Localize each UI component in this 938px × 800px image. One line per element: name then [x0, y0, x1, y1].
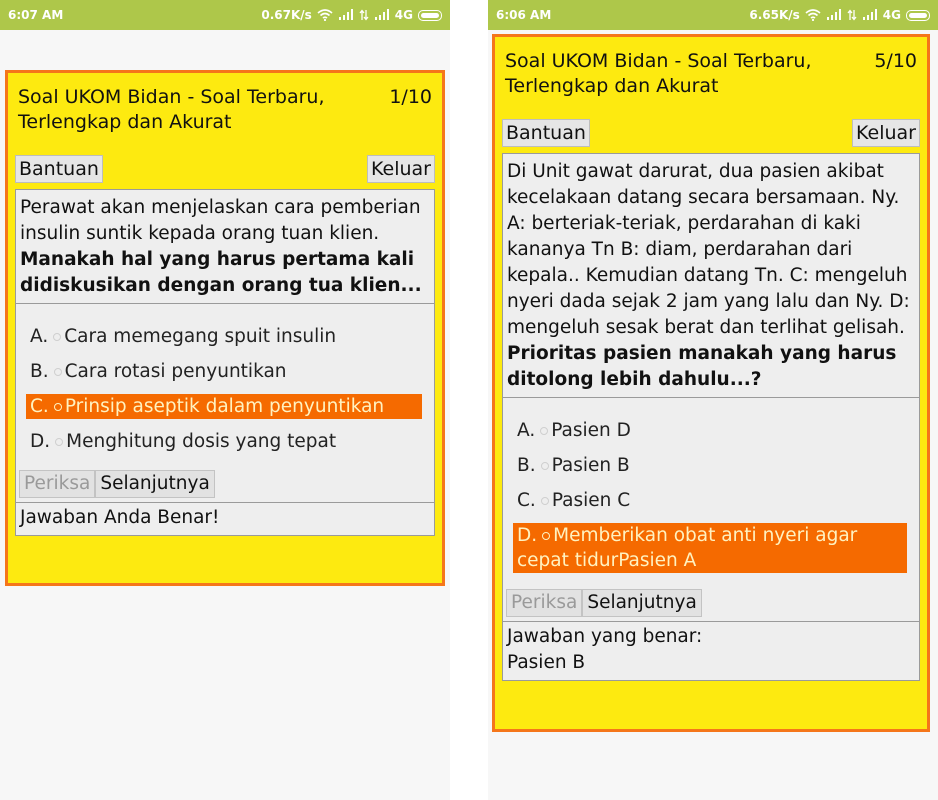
- signal-icon-2: [374, 9, 390, 21]
- option-d[interactable]: [26, 429, 422, 454]
- status-right: [261, 8, 442, 22]
- option-text: Prinsip aseptik dalam penyuntikan: [64, 396, 385, 417]
- help-button[interactable]: Bantuan: [15, 155, 103, 183]
- option-letter: D.: [30, 431, 51, 452]
- question-counter: 5/10: [874, 50, 917, 72]
- app-title: Soal UKOM Bidan - Soal Terbaru, Terlengkap dan Akurat: [18, 86, 325, 133]
- question-panel: [15, 189, 435, 536]
- network-speed: 0.67K/s: [261, 8, 312, 22]
- app-title: Soal UKOM Bidan - Soal Terbaru, Terlengkap dan Akurat: [505, 50, 812, 97]
- status-time: 6:07 AM: [8, 8, 64, 22]
- correct-answer-text: Pasien B: [507, 652, 586, 673]
- quiz-card: [492, 34, 930, 732]
- option-a[interactable]: [26, 324, 422, 349]
- radio-icon: [55, 438, 63, 446]
- radio-icon: [54, 368, 62, 376]
- question-prompt: Prioritas pasien manakah yang harus ditolong lebih dahulu...?: [507, 343, 897, 390]
- wifi-icon: [805, 9, 821, 21]
- help-button[interactable]: Bantuan: [502, 119, 590, 147]
- data-transfer-icon: [847, 9, 857, 21]
- question-counter: 1/10: [389, 86, 432, 108]
- option-letter: D.: [517, 525, 538, 546]
- result-text: Jawaban yang benar:: [507, 626, 703, 647]
- wifi-icon: [317, 9, 333, 21]
- option-text: Pasien B: [551, 455, 630, 476]
- option-letter: C.: [30, 396, 49, 417]
- question-prompt: Manakah hal yang harus pertama kali didiskusikan dengan orang tua klien...: [20, 249, 422, 296]
- option-letter: A.: [30, 326, 49, 347]
- exit-button[interactable]: Keluar: [367, 155, 435, 183]
- action-row: [16, 470, 434, 502]
- option-letter: B.: [30, 361, 49, 382]
- radio-icon: [540, 427, 548, 435]
- network-type: 4G: [394, 8, 413, 22]
- quiz-card: [5, 70, 445, 586]
- option-d[interactable]: [513, 523, 907, 573]
- radio-icon: [54, 403, 62, 411]
- quiz-header: [8, 73, 442, 135]
- result-box: [16, 502, 434, 535]
- option-letter: C.: [517, 490, 536, 511]
- option-text: Cara memegang spuit insulin: [64, 326, 337, 347]
- question-block: [503, 154, 919, 398]
- option-a[interactable]: [513, 418, 907, 443]
- action-row: [503, 589, 919, 621]
- option-letter: B.: [517, 455, 536, 476]
- battery-icon: [906, 10, 930, 21]
- result-text: Jawaban Anda Benar!: [20, 507, 220, 528]
- radio-icon: [542, 532, 550, 540]
- network-type: 4G: [882, 8, 901, 22]
- option-b[interactable]: [26, 359, 422, 384]
- question-text: Di Unit gawat darurat, dua pasien akibat kecelakaan datang secara bersamaan. Ny. A: berteriak-teriak, perdarahan di kaki kananya Tn B: diam, perdarahan dari kepala.. Kemudian datang Tn. C: mengeluh nyeri dada sejak 2 jam yang lalu dan Ny. D: mengeluh sesak berat dan terlihat gelisah.: [507, 161, 910, 338]
- data-transfer-icon: [359, 9, 369, 21]
- next-button[interactable]: Selanjutnya: [582, 589, 701, 617]
- options-list: [16, 304, 434, 470]
- radio-icon: [541, 497, 549, 505]
- exit-button[interactable]: Keluar: [852, 119, 920, 147]
- network-speed: 6.65K/s: [749, 8, 800, 22]
- status-right: [749, 8, 930, 22]
- options-list: [503, 398, 919, 589]
- check-button[interactable]: Periksa: [19, 470, 95, 498]
- option-c[interactable]: [513, 488, 907, 513]
- next-button[interactable]: Selanjutnya: [95, 470, 214, 498]
- option-text: Pasien D: [551, 420, 631, 441]
- result-box: [503, 621, 919, 680]
- option-c[interactable]: [26, 394, 422, 419]
- status-bar: [0, 0, 450, 30]
- signal-icon: [338, 9, 354, 21]
- button-row: [495, 119, 927, 147]
- question-block: [16, 190, 434, 304]
- signal-icon: [826, 9, 842, 21]
- question-text: Perawat akan menjelaskan cara pemberian insulin suntik kepada orang tuan klien.: [20, 197, 421, 244]
- status-bar: [488, 0, 938, 30]
- button-row: [8, 155, 442, 183]
- radio-icon: [53, 333, 61, 341]
- option-b[interactable]: [513, 453, 907, 478]
- phone-screen-left: [0, 0, 450, 800]
- signal-icon-2: [862, 9, 878, 21]
- radio-icon: [541, 462, 549, 470]
- check-button[interactable]: Periksa: [506, 589, 582, 617]
- quiz-header: [495, 37, 927, 99]
- option-text: Pasien C: [551, 490, 631, 511]
- option-text: Memberikan obat anti nyeri agar cepat tidurPasien A: [517, 525, 858, 571]
- option-letter: A.: [517, 420, 536, 441]
- question-panel: [502, 153, 920, 681]
- option-text: Cara rotasi penyuntikan: [64, 361, 287, 382]
- status-time: 6:06 AM: [496, 8, 552, 22]
- battery-icon: [418, 10, 442, 21]
- option-text: Menghitung dosis yang tepat: [66, 431, 337, 452]
- phone-screen-right: [488, 0, 938, 800]
